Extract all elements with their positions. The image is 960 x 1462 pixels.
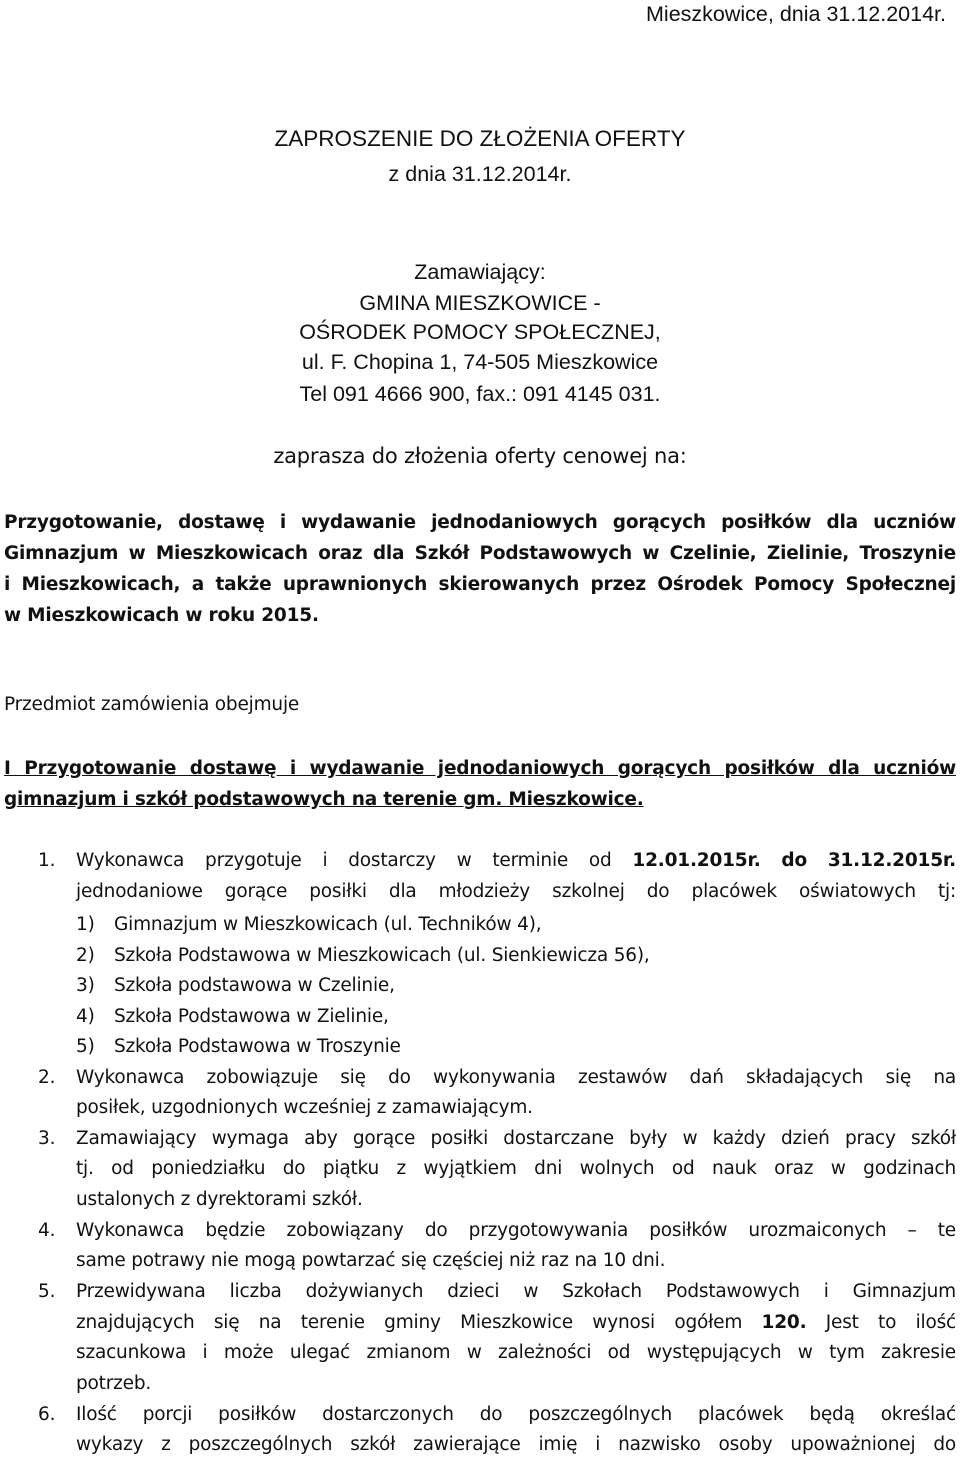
school-5: Szkoła Podstawowa w Troszynie xyxy=(114,1036,401,1057)
item-5-line-1: Przewidywana liczba dożywianych dzieci w Szkołach Podstawowych i Gimnazjum xyxy=(76,1281,956,1302)
item-6-line-1: Ilość porcji posiłków dostarczonych do poszczególnych placówek będą określać xyxy=(76,1404,956,1425)
school-3-number: 3) xyxy=(76,975,95,996)
item-5-count: 120. xyxy=(761,1312,807,1333)
client-address: ul. F. Chopina 1, 74-505 Mieszkowice xyxy=(301,350,659,374)
item-1-date-to: 31.12.2015r. xyxy=(827,850,956,871)
school-1-number: 1) xyxy=(76,914,95,935)
subject-line-1: Przygotowanie, dostawę i wydawanie jednodaniowych gorących posiłków dla uczniów xyxy=(4,512,956,533)
item-1-number: 1. xyxy=(38,850,56,871)
subject-line-4: w Mieszkowicach w roku 2015. xyxy=(4,605,319,626)
item-1-text: Wykonawca przygotuje i dostarczy w terminie od xyxy=(76,850,612,871)
item-2-number: 2. xyxy=(38,1067,56,1088)
client-label: Zamawiający: xyxy=(414,260,546,284)
document-title: ZAPROSZENIE DO ZŁOŻENIA OFERTY xyxy=(274,126,686,151)
item-5-number: 5. xyxy=(38,1281,56,1302)
client-name-1: GMINA MIESZKOWICE - xyxy=(359,291,601,315)
item-3-line-2: tj. od poniedziałku do piątku z wyjątkiem dni wolnych od nauk oraz w godzinach xyxy=(76,1158,956,1179)
school-2-number: 2) xyxy=(76,945,95,966)
item-3-line-3: ustalonych z dyrektorami szkół. xyxy=(76,1189,363,1210)
school-1: Gimnazjum w Mieszkowicach (ul. Techników 4), xyxy=(114,914,542,935)
section-1-line-2: gimnazjum i szkół podstawowych na terenie gm. Mieszkowice. xyxy=(4,789,644,810)
school-5-number: 5) xyxy=(76,1036,95,1057)
invite-text: zaprasza do złożenia oferty cenowej na: xyxy=(273,444,687,468)
item-1-line-1 xyxy=(76,850,956,871)
item-3-number: 3. xyxy=(38,1128,56,1149)
item-5-line-4: potrzeb. xyxy=(76,1373,152,1394)
school-4-number: 4) xyxy=(76,1006,95,1027)
item-2-line-2: posiłek, uzgodnionych wcześniej z zamawiającym. xyxy=(76,1097,533,1118)
item-4-line-1: Wykonawca będzie zobowiązany do przygotowywania posiłków urozmaiconych – te xyxy=(76,1220,956,1241)
item-1-line-2: jednodaniowe gorące posiłki dla młodzieży szkolnej do placówek oświatowych tj: xyxy=(76,881,956,902)
client-name-2: OŚRODEK POMOCY SPOŁECZNEJ, xyxy=(299,320,661,344)
item-5-line-2 xyxy=(76,1312,956,1333)
item-4-number: 4. xyxy=(38,1220,56,1241)
item-1-date-to-word: do xyxy=(781,850,807,871)
school-3: Szkoła podstawowa w Czelinie, xyxy=(114,975,395,996)
item-5-text-a: znajdujących się na terenie gminy Mieszkowice wynosi ogółem xyxy=(76,1312,743,1333)
section-1-line-1: I Przygotowanie dostawę i wydawanie jednodaniowych gorących posiłków dla uczniów xyxy=(4,758,956,779)
school-4: Szkoła Podstawowa w Zielinie, xyxy=(114,1006,389,1027)
item-6-line-2: wykazy z poszczególnych szkół zawierające imię i nazwisko osoby upoważnionej do xyxy=(76,1434,956,1455)
document-subtitle: z dnia 31.12.2014r. xyxy=(388,162,572,186)
subject-line-2: Gimnazjum w Mieszkowicach oraz dla Szkół Podstawowych w Czelinie, Zielinie, Troszynie xyxy=(4,543,956,564)
subject-line-3: i Mieszkowicach, a także uprawnionych skierowanych przez Ośrodek Pomocy Społecznej xyxy=(4,574,956,595)
item-5-text-c: Jest to ilość xyxy=(825,1312,956,1333)
item-6-number: 6. xyxy=(38,1404,56,1425)
item-3-line-1: Zamawiający wymaga aby gorące posiłki dostarczane były w każdy dzień pracy szkół xyxy=(76,1128,956,1149)
school-2: Szkoła Podstawowa w Mieszkowicach (ul. Sienkiewicza 56), xyxy=(114,945,650,966)
item-2-line-1: Wykonawca zobowiązuje się do wykonywania zestawów dań składających się na xyxy=(76,1067,956,1088)
item-5-line-3: szacunkowa i może ulegać zmianom w zależności od występujących w tym zakresie xyxy=(76,1342,956,1363)
item-1-date-from: 12.01.2015r. xyxy=(632,850,761,871)
scope-intro: Przedmiot zamówienia obejmuje xyxy=(4,694,300,715)
client-phone: Tel 091 4666 900, fax.: 091 4145 031. xyxy=(299,382,661,406)
place-date: Mieszkowice, dnia 31.12.2014r. xyxy=(646,2,946,26)
item-4-line-2: same potrawy nie mogą powtarzać się częściej niż raz na 10 dni. xyxy=(76,1250,666,1271)
